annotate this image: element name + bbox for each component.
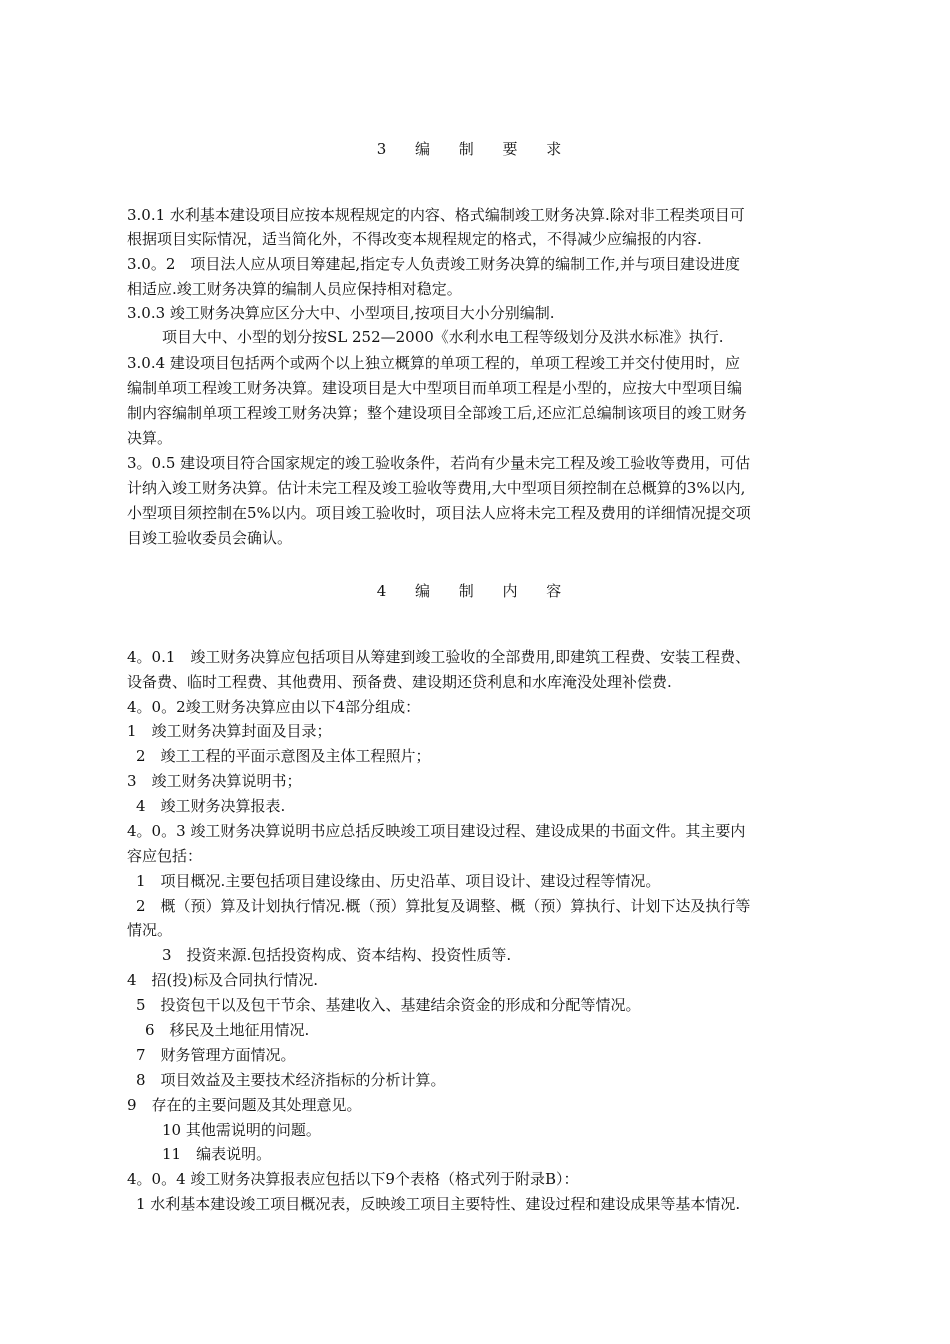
section-3-line: 相适应.竣工财务决算的编制人员应保持相对稳定。: [127, 280, 462, 298]
section-4-line: 3 竣工财务决算说明书；: [127, 772, 302, 790]
section-3-line: 计纳入竣工财务决算。估计未完工程及竣工验收等费用,大中型项目须控制在总概算的3%以内,: [127, 479, 746, 497]
section-4-line: 3 投资来源.包括投资构成、资本结构、投资性质等.: [162, 946, 512, 964]
section-4-line: 8 项目效益及主要技术经济指标的分析计算。: [136, 1071, 446, 1089]
section-3-line: 3。0.5 建设项目符合国家规定的竣工验收条件，若尚有少量未完工程及竣工验收等费用，可估: [127, 454, 751, 472]
section-3-line: 目竣工验收委员会确认。: [127, 529, 293, 547]
section-4-line: 11 编表说明。: [162, 1145, 272, 1163]
section-3-heading: 3 编 制 要 求: [376, 140, 574, 158]
section-3-line: 3.0.3 竣工财务决算应区分大中、小型项目,按项目大小分别编制.: [127, 304, 555, 322]
section-4-line: 4 招(投)标及合同执行情况.: [127, 971, 319, 989]
section-4-line: 4。0。4 竣工财务决算报表应包括以下9个表格（格式列于附录B）：: [127, 1170, 579, 1188]
section-4-line: 4。0。2竣工财务决算应由以下4部分组成：: [127, 698, 421, 716]
section-4-line: 容应包括：: [127, 847, 203, 865]
section-4-line: 5 投资包干以及包干节余、基建收入、基建结余资金的形成和分配等情况。: [136, 996, 641, 1014]
section-4-line: 4 竣工财务决算报表.: [136, 797, 286, 815]
section-4-line: 设备费、临时工程费、其他费用、预备费、建设期还贷利息和水库淹没处理补偿费.: [127, 673, 672, 691]
section-4-line: 1 项目概况.主要包括项目建设缘由、历史沿革、项目设计、建设过程等情况。: [136, 872, 661, 890]
section-4-line: 1 竣工财务决算封面及目录；: [127, 722, 332, 740]
section-3-line: 编制单项工程竣工财务决算。建设项目是大中型项目而单项工程是小型的，应按大中型项目编: [127, 379, 743, 397]
section-3-line: 3.0.1 水利基本建设项目应按本规程规定的内容、格式编制竣工财务决算.除对非工程类项目可: [127, 206, 745, 224]
section-4-line: 10 其他需说明的问题。: [162, 1121, 321, 1139]
section-3-line: 3.0.4 建设项目包括两个或两个以上独立概算的单项工程的，单项工程竣工并交付使用时，应: [127, 354, 740, 372]
section-3-line: 3.0。2 项目法人应从项目筹建起,指定专人负责竣工财务决算的编制工作,并与项目建设进度: [127, 255, 740, 273]
section-3-line: 制内容编制单项工程竣工财务决算；整个建设项目全部竣工后,还应汇总编制该项目的竣工财务: [127, 404, 747, 422]
section-4-line: 4。0。3 竣工财务决算说明书应总括反映竣工项目建设过程、建设成果的书面文件。其主要内: [127, 822, 746, 840]
section-3-line: 项目大中、小型的划分按SL 252—2000《水利水电工程等级划分及洪水标准》执行.: [162, 328, 724, 346]
section-4-line: 4。0.1 竣工财务决算应包括项目从筹建到竣工验收的全部费用,即建筑工程费、安装工程费、: [127, 648, 751, 666]
section-3-line: 根据项目实际情况，适当简化外，不得改变本规程规定的格式，不得减少应编报的内容.: [127, 230, 702, 248]
section-3-line: 小型项目须控制在5%以内。项目竣工验收时，项目法人应将未完工程及费用的详细情况提交项: [127, 504, 751, 522]
section-4-line: 7 财务管理方面情况。: [136, 1046, 296, 1064]
section-4-line: 6 移民及土地征用情况.: [145, 1021, 310, 1039]
section-4-line: 2 竣工工程的平面示意图及主体工程照片；: [136, 747, 431, 765]
section-4-heading: 4 编 制 内 容: [376, 582, 574, 600]
section-4-line: 9 存在的主要问题及其处理意见。: [127, 1096, 362, 1114]
section-4-line: 1 水利基本建设竣工项目概况表，反映竣工项目主要特性、建设过程和建设成果等基本情况.: [136, 1195, 741, 1213]
section-4-line: 情况。: [127, 921, 173, 939]
section-4-line: 2 概（预）算及计划执行情况.概（预）算批复及调整、概（预）算执行、计划下达及执行等: [136, 897, 751, 915]
section-3-line: 决算。: [127, 429, 173, 447]
